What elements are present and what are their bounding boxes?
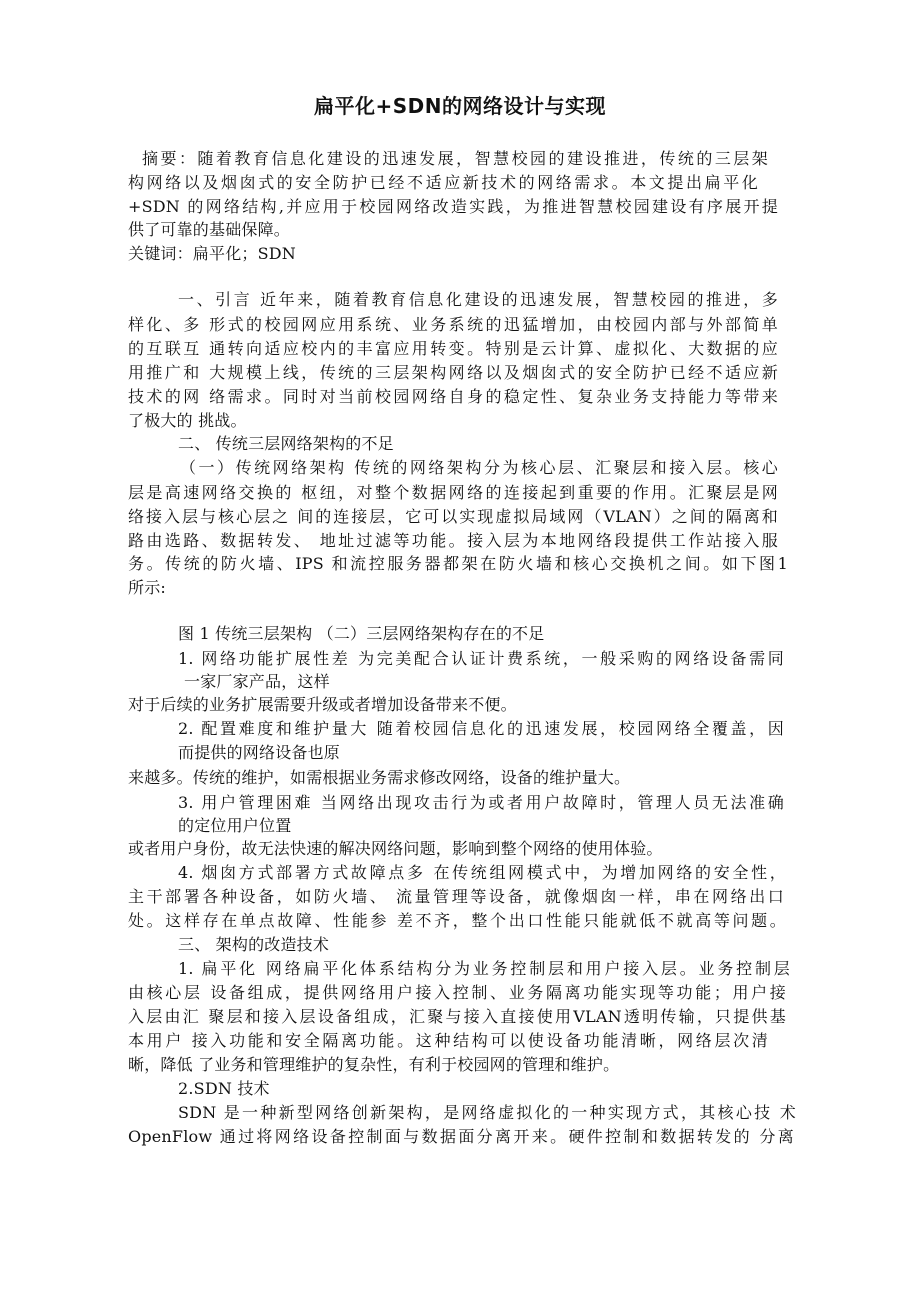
body-line: 用推广和 大规模上线，传统的三层架构网络以及烟囱式的安全防护已经不适应新 — [128, 363, 778, 382]
body-line: （一）传统网络架构 传统的网络架构分为核心层、汇聚层和接入层。核心 — [180, 458, 778, 477]
body-line: 或者用户身份，故无法快速的解决网络问题，影响到整个网络的使用体验。 — [128, 839, 663, 858]
abstract-line: 摘要：随着教育信息化建设的迅速发展，智慧校园的建设推进，传统的三层架 — [142, 149, 768, 168]
body-line: 入层由汇 聚层和接入层设备组成，汇聚与接入直接使用VLAN透明传输，只提供基 — [128, 1007, 786, 1026]
section-heading: 2.SDN 技术 — [178, 1079, 270, 1098]
keywords-line: 关键词：扁平化；SDN — [128, 244, 296, 263]
body-line: 来越多。传统的维护，如需根据业务需求修改网络，设备的维护量大。 — [128, 768, 631, 787]
body-line: 1. 网络功能扩展性差 为完美配合认证计费系统，一般采购的网络设备需同 — [178, 649, 784, 668]
abstract-line: 构网络以及烟囱式的安全防护已经不适应新技术的网络需求。本文提出扁平化 — [128, 173, 758, 192]
body-line: 4. 烟囱方式部署方式故障点多 在传统组网模式中，为增加网络的安全性， — [178, 863, 786, 882]
body-line: 晰，降低 了业务和管理维护的复杂性，有利于校园网的管理和维护。 — [128, 1055, 620, 1074]
body-line: 样化、多 形式的校园网应用系统、业务系统的迅猛增加，由校园内部与外部简单 — [128, 315, 778, 334]
body-line: 一、引言 近年来，随着教育信息化建设的迅速发展，智慧校园的推进，多 — [178, 290, 778, 309]
body-line: SDN 是一种新型网络创新架构，是网络虚拟化的一种实现方式，其核心技 术 — [178, 1103, 796, 1122]
section-heading: 二、 传统三层网络架构的不足 — [178, 434, 394, 453]
abstract-line: 供了可靠的基础保障。 — [128, 220, 291, 239]
body-line: 本用户 接入功能和安全隔离功能。这种结构可以使设备功能清晰，网络层次清 — [128, 1031, 768, 1050]
figure-caption: 图 1 传统三层架构 （二）三层网络架构存在的不足 — [178, 624, 545, 643]
body-line: 的定位用户位置 — [178, 816, 292, 835]
body-line: 而提供的网络设备也原 — [178, 743, 341, 762]
body-line: 的互联互 通转向适应校内的丰富应用转变。特别是云计算、虚拟化、大数据的应 — [128, 339, 778, 358]
body-line: 2. 配置难度和维护量大 随着校园信息化的迅速发展，校园网络全覆盖，因 — [178, 719, 784, 738]
page-title: 扁平化+SDN的网络设计与实现 — [313, 94, 606, 118]
body-line: 所示: — [128, 578, 166, 597]
body-line: 了极大的 挑战。 — [128, 411, 247, 430]
body-line: 络接入层与核心层之 间的连接层，它可以实现虚拟局域网（VLAN）之间的隔离和 — [128, 507, 778, 526]
body-line: 层是高速网络交换的 枢纽，对整个数据网络的连接起到重要的作用。汇聚层是网 — [128, 483, 778, 502]
abstract-line: +SDN 的网络结构,并应用于校园网络改造实践，为推进智慧校园建设有序展开提 — [128, 197, 778, 216]
body-line: 一家厂家产品，这样 — [184, 672, 330, 691]
body-line: 技术的网 络需求。同时对当前校园网络自身的稳定性、复杂业务支持能力等带来 — [128, 387, 778, 406]
body-line: 务。传统的防火墙、IPS 和流控服务器都架在防火墙和核心交换机之间。如下图1 — [128, 554, 788, 573]
body-line: 1. 扁平化 网络扁平化体系结构分为业务控制层和用户接入层。业务控制层 — [178, 959, 790, 978]
section-heading: 三、 架构的改造技术 — [178, 935, 330, 954]
body-line: 路由选路、数据转发、 地址过滤等功能。接入层为本地网络段提供工作站接入服 — [128, 531, 778, 550]
body-line: 3. 用户管理困难 当网络出现攻击行为或者用户故障时，管理人员无法准确 — [178, 793, 784, 812]
body-line: 处。这样存在单点故障、性能参 差不齐，整个出口性能只能就低不就高等问题。 — [128, 911, 786, 930]
body-line: 主干部署各种设备，如防火墙、 流量管理等设备，就像烟囱一样，串在网络出口 — [128, 887, 784, 906]
body-line: OpenFlow 通过将网络设备控制面与数据面分离开来。硬件控制和数据转发的 分离 — [128, 1127, 794, 1146]
body-line: 对于后续的业务扩展需要升级或者增加设备带来不便。 — [128, 695, 517, 714]
body-line: 由核心层 设备组成，提供网络用户接入控制、业务隔离功能实现等功能；用户接 — [128, 983, 786, 1002]
